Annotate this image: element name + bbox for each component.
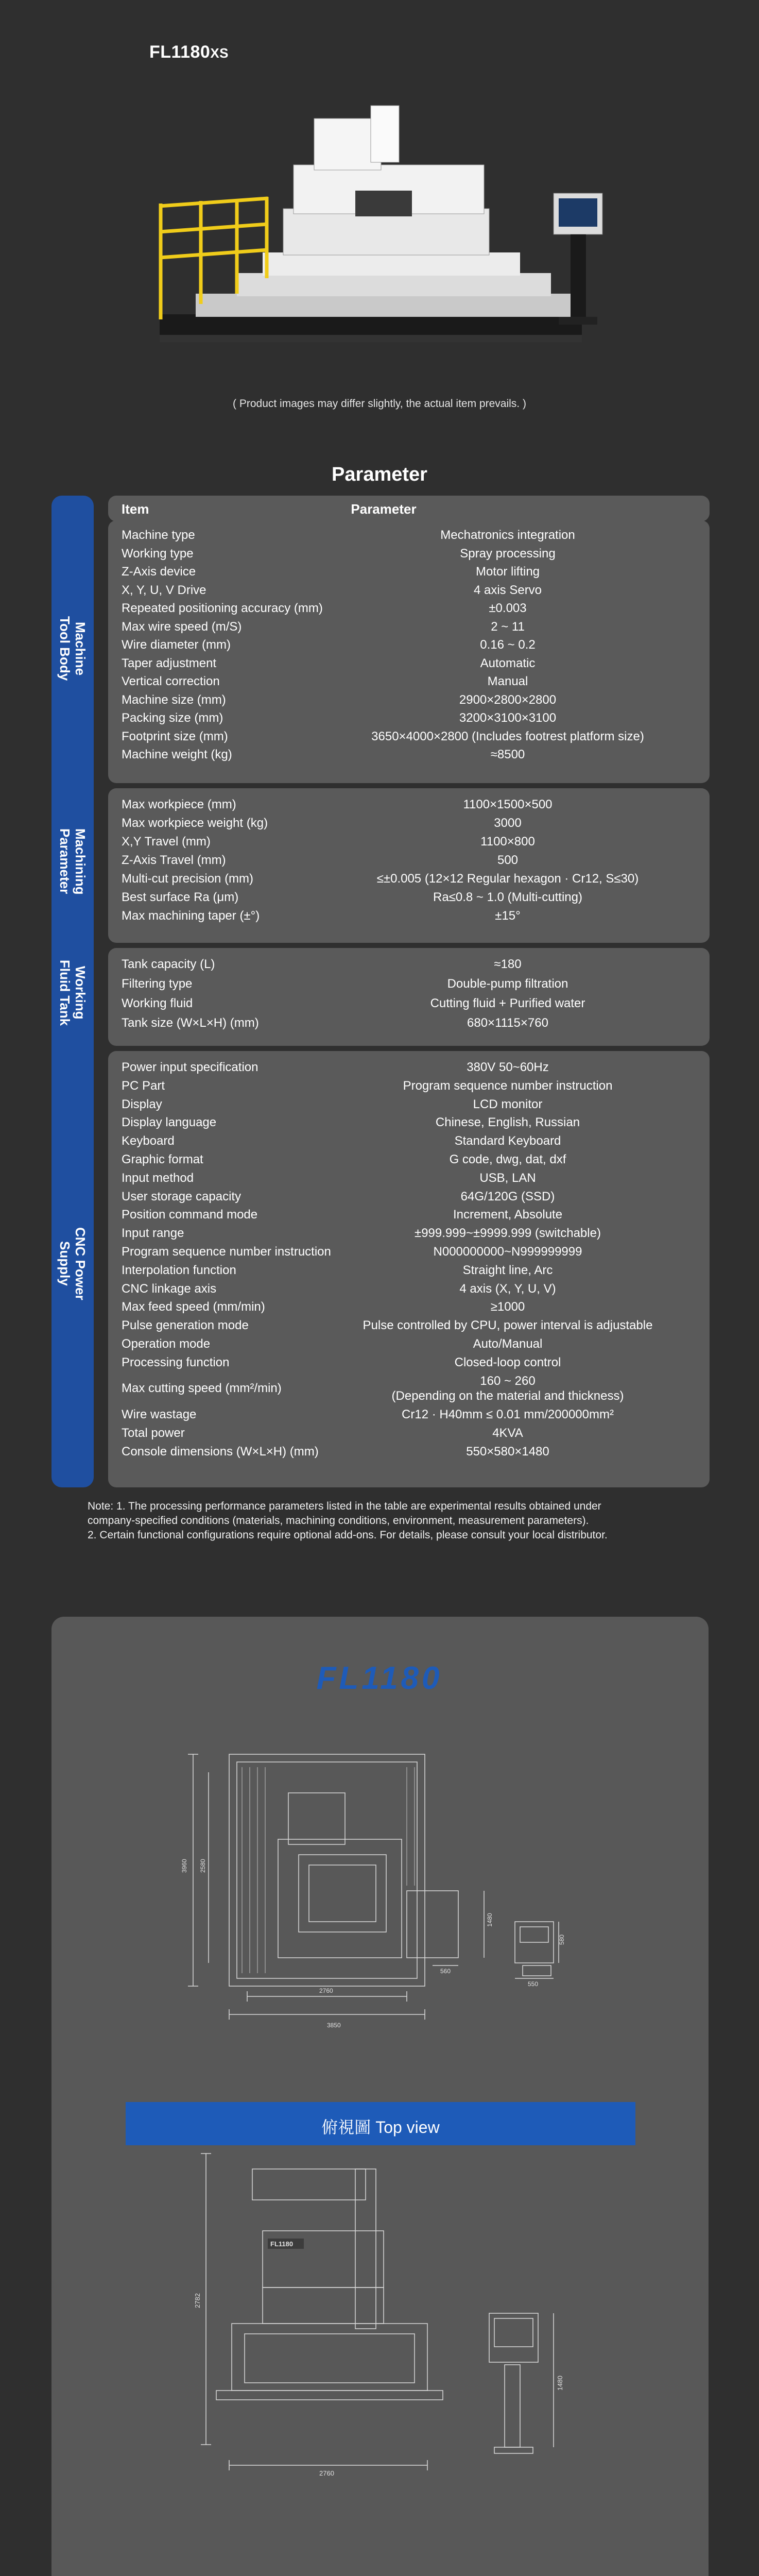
row-item: Wire wastage xyxy=(122,1408,197,1422)
row-value: ≥1000 xyxy=(490,1300,525,1314)
top-view-drawing xyxy=(51,1736,709,2035)
row-item: Processing function xyxy=(122,1355,230,1369)
row-item: Packing size (mm) xyxy=(122,711,223,725)
row-item: Tank size (W×L×H) (mm) xyxy=(122,1016,259,1030)
row-item: Working fluid xyxy=(122,996,193,1010)
row-item: X,Y Travel (mm) xyxy=(122,835,211,849)
row-item: Wire diameter (mm) xyxy=(122,638,231,652)
row-value: 680×1115×760 xyxy=(467,1016,548,1030)
section-sidebar xyxy=(51,496,94,1487)
front-view-drawing xyxy=(51,2138,709,2561)
row-item: Display language xyxy=(122,1115,217,1130)
header-parameter: Parameter xyxy=(351,501,417,517)
section-label-machine-tool-body: Machine Tool Body xyxy=(57,616,88,681)
row-value: N000000000~N999999999 xyxy=(433,1245,582,1259)
top-view-banner: 俯視圖 Top view xyxy=(126,2102,635,2145)
row-value: ±0.003 xyxy=(489,601,527,615)
row-value: 2900×2800×2800 xyxy=(459,692,557,707)
row-value: Cutting fluid + Purified water xyxy=(430,996,585,1010)
row-item: Max workpiece weight (kg) xyxy=(122,816,268,830)
row-value: 2 ~ 11 xyxy=(491,619,525,634)
row-value: Auto/Manual xyxy=(473,1337,543,1351)
row-item: Total power xyxy=(122,1426,185,1440)
row-item: Multi-cut precision (mm) xyxy=(122,872,254,886)
row-item: CNC linkage axis xyxy=(122,1281,217,1296)
row-item: Footprint size (mm) xyxy=(122,729,228,743)
row-item: Max workpiece (mm) xyxy=(122,798,236,811)
row-value: 380V 50~60Hz xyxy=(467,1060,549,1074)
row-value: Increment, Absolute xyxy=(453,1208,563,1222)
drawings-title: FL1180 xyxy=(316,1660,443,1696)
model-title: FL1180XS xyxy=(149,42,229,62)
dim-560: 560 xyxy=(440,1968,451,1975)
row-value: Standard Keyboard xyxy=(454,1134,561,1148)
row-value: 4 axis Servo xyxy=(473,583,542,597)
row-value: 160 ~ 260 xyxy=(480,1374,536,1388)
row-value: ±999.999~±9999.999 (switchable) xyxy=(415,1226,601,1241)
row-item: Power input specification xyxy=(122,1060,258,1074)
parameter-title: Parameter xyxy=(332,464,427,485)
row-value: Motor lifting xyxy=(475,565,540,579)
row-value: Pulse controlled by CPU, power interval is adjustable xyxy=(363,1318,653,1333)
row-item: Max wire speed (m/S) xyxy=(122,619,242,634)
row-value: 1100×1500×500 xyxy=(463,798,553,811)
row-item: Operation mode xyxy=(122,1337,211,1351)
section-label-working-fluid-tank: Working Fluid Tank xyxy=(57,959,88,1026)
row-item: Input method xyxy=(122,1171,194,1185)
row-value: Straight line, Arc xyxy=(462,1263,553,1277)
row-value: Mechatronics integration xyxy=(440,528,575,542)
dim-580: 580 xyxy=(558,1934,565,1945)
front-dim-height: 2782 xyxy=(194,2293,201,2308)
row-value: Closed-loop control xyxy=(454,1355,561,1369)
row-item: Interpolation function xyxy=(122,1263,236,1277)
front-dim-width: 2760 xyxy=(319,2469,334,2477)
section-label-cnc-power-supply: CNC Power Supply xyxy=(57,1227,88,1300)
row-item: Machine size (mm) xyxy=(122,692,226,707)
row-item: Working type xyxy=(122,546,194,561)
row-value: Chinese, English, Russian xyxy=(435,1115,580,1130)
section-label-machining-parameter: Machining Parameter xyxy=(57,828,88,895)
row-item: Position command mode xyxy=(122,1208,258,1222)
image-disclaimer: ( Product images may differ slightly, the actual item prevails. ) xyxy=(233,398,526,410)
row-value: LCD monitor xyxy=(473,1097,543,1111)
row-value: Ra≤0.8 ~ 1.0 (Multi-cutting) xyxy=(433,890,582,904)
row-value: Automatic xyxy=(480,656,536,670)
row-value: 4 axis (X, Y, U, V) xyxy=(459,1281,556,1296)
header-item: Item xyxy=(122,501,149,517)
row-value: ≈180 xyxy=(494,957,522,971)
table-header xyxy=(108,496,710,521)
row-value: Spray processing xyxy=(460,546,556,561)
row-item: Machine type xyxy=(122,528,195,542)
panel-working-fluid-tank xyxy=(108,948,710,1046)
row-value: ±15° xyxy=(495,909,521,923)
dim-3960: 3960 xyxy=(181,1859,188,1873)
row-value: 64G/120G (SSD) xyxy=(460,1189,555,1204)
row-value: 550×580×1480 xyxy=(466,1445,549,1459)
row-item: Filtering type xyxy=(122,977,193,991)
row-item: Max machining taper (±°) xyxy=(122,909,260,923)
row-item: Tank capacity (L) xyxy=(122,957,215,971)
front-machine-label: FL1180 xyxy=(270,2240,294,2248)
row-value: G code, dwg, dat, dxf xyxy=(449,1153,566,1166)
row-item: Keyboard xyxy=(122,1134,175,1148)
front-dim-console: 1480 xyxy=(556,2376,564,2391)
row-value: Program sequence number instruction xyxy=(403,1078,613,1093)
product-image xyxy=(129,98,623,386)
row-value: Double-pump filtration xyxy=(447,977,568,991)
row-item: Machine weight (kg) xyxy=(122,748,232,761)
row-item: Max feed speed (mm/min) xyxy=(122,1300,265,1314)
row-value: 1100×800 xyxy=(480,835,535,849)
dim-3850: 3850 xyxy=(327,2022,341,2029)
row-item: Repeated positioning accuracy (mm) xyxy=(122,601,323,615)
row-item: Pulse generation mode xyxy=(122,1318,249,1333)
row-value: 3650×4000×2800 (Includes footrest platform size) xyxy=(371,729,644,743)
row-value: 3000 xyxy=(494,816,522,830)
row-item: Best surface Ra (μm) xyxy=(122,890,239,904)
row-item: Display xyxy=(122,1097,162,1111)
row-item: X, Y, U, V Drive xyxy=(122,583,206,597)
footnote: Note: 1. The processing performance parameters listed in the table are experimental results obtained under company-specified conditions (materials, machining conditions, environment, measurement parameters). 2. Certain functional configurations require optional add-ons. For details, please consult your local distributor. xyxy=(88,1500,608,1541)
panel-machining-parameter xyxy=(108,788,710,943)
row-item: Program sequence number instruction xyxy=(122,1245,331,1259)
dim-2760: 2760 xyxy=(319,1987,333,1994)
row-item: Graphic format xyxy=(122,1153,203,1166)
row-value: Cr12 · H40mm ≤ 0.01 mm/200000mm² xyxy=(402,1408,614,1422)
row-item: Z-Axis device xyxy=(122,565,196,579)
row-value: 3200×3100×3100 xyxy=(459,711,557,725)
row-item: Input range xyxy=(122,1226,184,1241)
row-value: ≈8500 xyxy=(490,748,525,761)
dim-2580: 2580 xyxy=(199,1859,206,1873)
row-value: 0.16 ~ 0.2 xyxy=(480,638,536,652)
row-item: User storage capacity xyxy=(122,1189,242,1204)
row-value: USB, LAN xyxy=(479,1171,536,1185)
row-value-note: (Depending on the material and thickness) xyxy=(391,1388,624,1403)
row-value: 4KVA xyxy=(492,1426,523,1440)
panel-machine-tool-body xyxy=(108,520,710,783)
panel-cnc-power-supply xyxy=(108,1051,710,1487)
row-item: Console dimensions (W×L×H) (mm) xyxy=(122,1445,319,1459)
row-item: Z-Axis Travel (mm) xyxy=(122,853,226,867)
row-value: ≤±0.005 (12×12 Regular hexagon · Cr12, S≤30) xyxy=(376,872,639,886)
row-item: Max cutting speed (mm²/min) xyxy=(122,1381,282,1395)
dim-550: 550 xyxy=(528,1980,539,1988)
row-item: Vertical correction xyxy=(122,674,220,688)
dim-1480: 1480 xyxy=(486,1913,493,1927)
row-item: PC Part xyxy=(122,1078,165,1093)
row-value: Manual xyxy=(487,674,528,688)
row-value: 500 xyxy=(497,853,519,867)
row-item: Taper adjustment xyxy=(122,656,217,670)
